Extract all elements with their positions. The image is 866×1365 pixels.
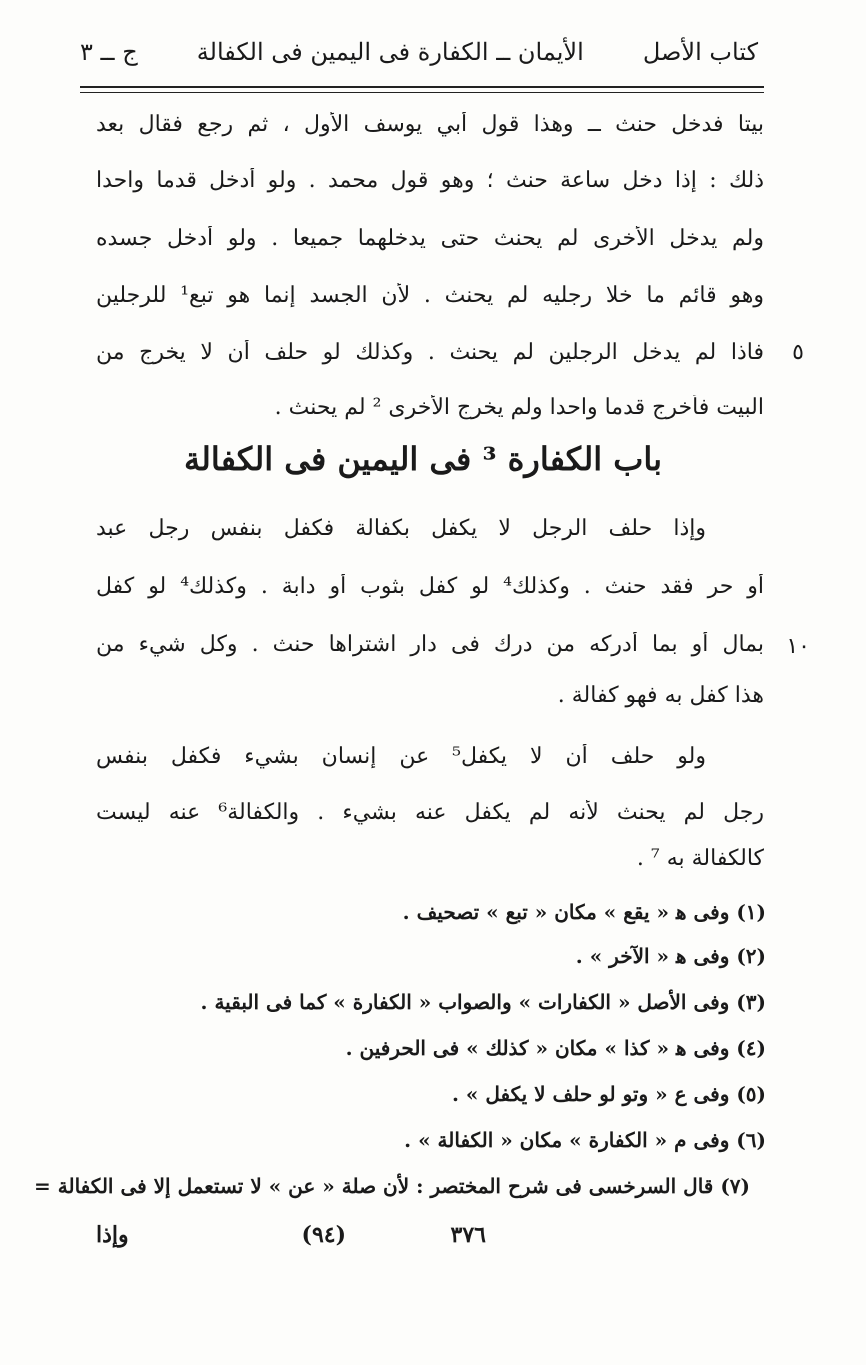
header-book-name: كتاب الأصل	[642, 38, 758, 66]
running-header	[80, 30, 758, 74]
page-footer	[96, 1222, 486, 1258]
header-rule-thin	[80, 92, 764, 93]
header-chapter-title: الأيمان ــ الكفارة فى اليمين فى الكفالة	[196, 38, 584, 66]
catchword: وإذا	[96, 1222, 129, 1248]
text-line: وإذا حلف الرجل لا يكفل بكفالة فكفل بنفس رجل عبد	[96, 516, 706, 541]
footnote: (١) وفى ﻫ « يقع » مكان « تبع » تصحيف .	[402, 900, 766, 924]
header-rule-thick	[80, 86, 764, 88]
text-line: بمال أو بما أدركه من درك فى دار اشتراها حنث . وكل شيء من	[96, 632, 764, 657]
page-number: ٣٧٦	[450, 1222, 486, 1248]
text-line: أو حر فقد حنث . وكذلك⁴ لو كفل بثوب أو دابة . وكذلك⁴ لو كفل	[96, 574, 764, 599]
text-line: بيتا فدخل حنث ــ وهذا قول أبي يوسف الأول ، ثم رجع فقال بعد	[96, 112, 764, 137]
footnote: (٦) وفى م « الكفارة » مكان « الكفالة » .	[404, 1128, 766, 1152]
text-line: هذا كفل به فهو كفالة .	[557, 683, 764, 708]
text-line: ولم يدخل الأخرى لم يحنث حتى يدخلهما جميعا . ولو أدخل جسده	[96, 226, 764, 251]
text-line: ولو حلف أن لا يكفل⁵ عن إنسان بشيء فكفل بنفس	[96, 744, 706, 769]
text-line: فاذا لم يدخل الرجلين لم يحنث . وكذلك لو حلف أن لا يخرج من	[96, 340, 764, 365]
footnote: (٢) وفى ﻫ « الآخر » .	[575, 944, 766, 968]
text-line: ذلك : إذا دخل ساعة حنث ؛ وهو قول محمد . ولو أدخل قدما واحدا	[96, 168, 764, 193]
text-line: رجل لم يحنث لأنه لم يكفل عنه بشيء . والكفالة⁶ عنه ليست	[96, 800, 764, 825]
footnote: (٣) وفى الأصل « الكفارات » والصواب « الكفارة » كما فى البقية .	[200, 990, 766, 1014]
footnote: (٥) وفى ع « وتو لو حلف لا يكفل » .	[451, 1082, 766, 1106]
line-number-marker: ١٠	[786, 634, 810, 659]
header-volume: ج ــ ٣	[80, 38, 138, 66]
line-number-marker: ٥	[792, 340, 804, 365]
sheet-number: (٩٤)	[301, 1222, 346, 1248]
text-line: البيت فأخرج قدما واحدا ولم يخرج الأخرى ² لم يحنث .	[274, 395, 764, 420]
footnote: (٧) قال السرخسى فى شرح المختصر : لأن صلة « عن » لا تستعمل إلا فى الكفالة =	[34, 1174, 750, 1198]
text-line: كالكفالة به ⁷ .	[636, 846, 764, 871]
footnote: (٤) وفى ﻫ « كذا » مكان « كذلك » فى الحرفين .	[345, 1036, 766, 1060]
text-line: وهو قائم ما خلا رجليه لم يحنث . لأن الجسد إنما هو تبع¹ للرجلين	[96, 283, 764, 308]
chapter-heading: باب الكفارة ³ فى اليمين فى الكفالة	[183, 440, 662, 478]
